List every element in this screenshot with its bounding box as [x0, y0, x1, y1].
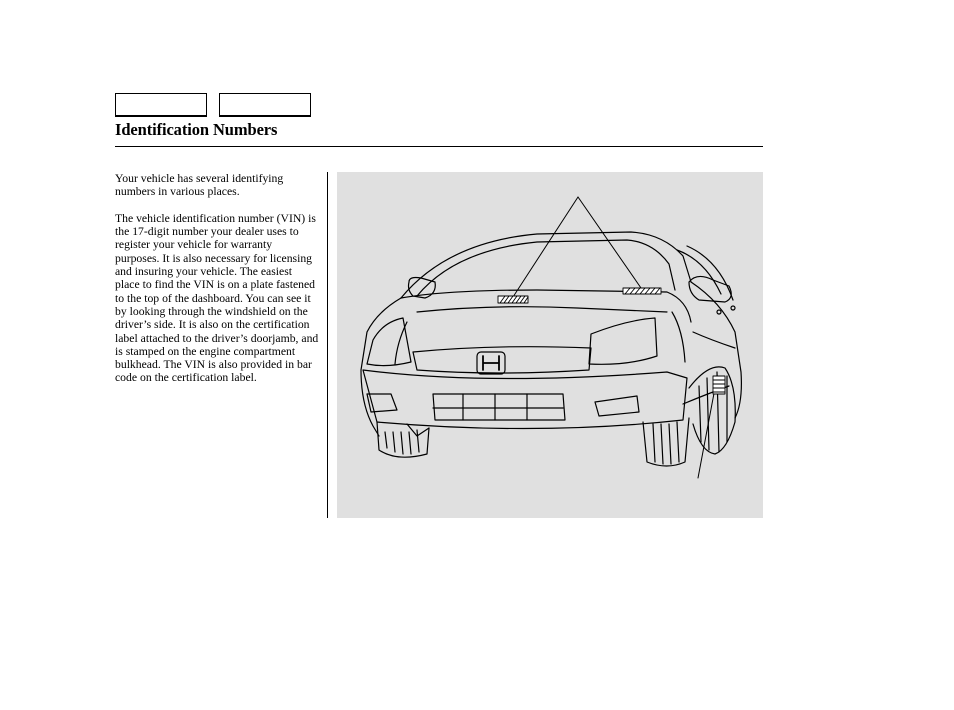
roof-and-windshield — [401, 232, 733, 300]
column-divider — [327, 172, 328, 518]
vin-paragraph: The vehicle identification number (VIN) is the 17-digit number your dealer uses to register your vehicle for warranty purposes. It is also necessary for licensing and insuring your vehicle. The easiest place to find the VIN is on a plate fastened to the top of the dashboard. You can see it by looking through the windshield on the driver’s side. It is also on the certification label attached to the driver’s doorjamb, and is stamped on the engine compartment bulkhead. The VIN is also provided in bar code on the certification label. — [115, 211, 319, 385]
title-divider — [115, 146, 763, 147]
vin-dashboard-plate — [498, 296, 528, 303]
front-bumper — [363, 370, 687, 436]
index-button[interactable] — [219, 93, 311, 117]
vin-dashboard-plate-right — [623, 288, 661, 294]
main-menu-button[interactable] — [115, 93, 207, 117]
page-title: Identification Numbers — [115, 120, 278, 139]
body-text — [115, 172, 319, 398]
car-illustration — [337, 172, 763, 518]
doorjamb-label — [713, 376, 725, 394]
side-mirrors — [409, 276, 732, 302]
front-wheels — [377, 367, 735, 466]
grille — [413, 347, 591, 374]
body-outline — [361, 282, 741, 436]
intro-paragraph: Your vehicle has several identifying numbers in various places. — [115, 172, 284, 199]
car-drawing — [337, 172, 763, 518]
callout-lines — [513, 197, 715, 478]
headlights — [367, 318, 657, 366]
